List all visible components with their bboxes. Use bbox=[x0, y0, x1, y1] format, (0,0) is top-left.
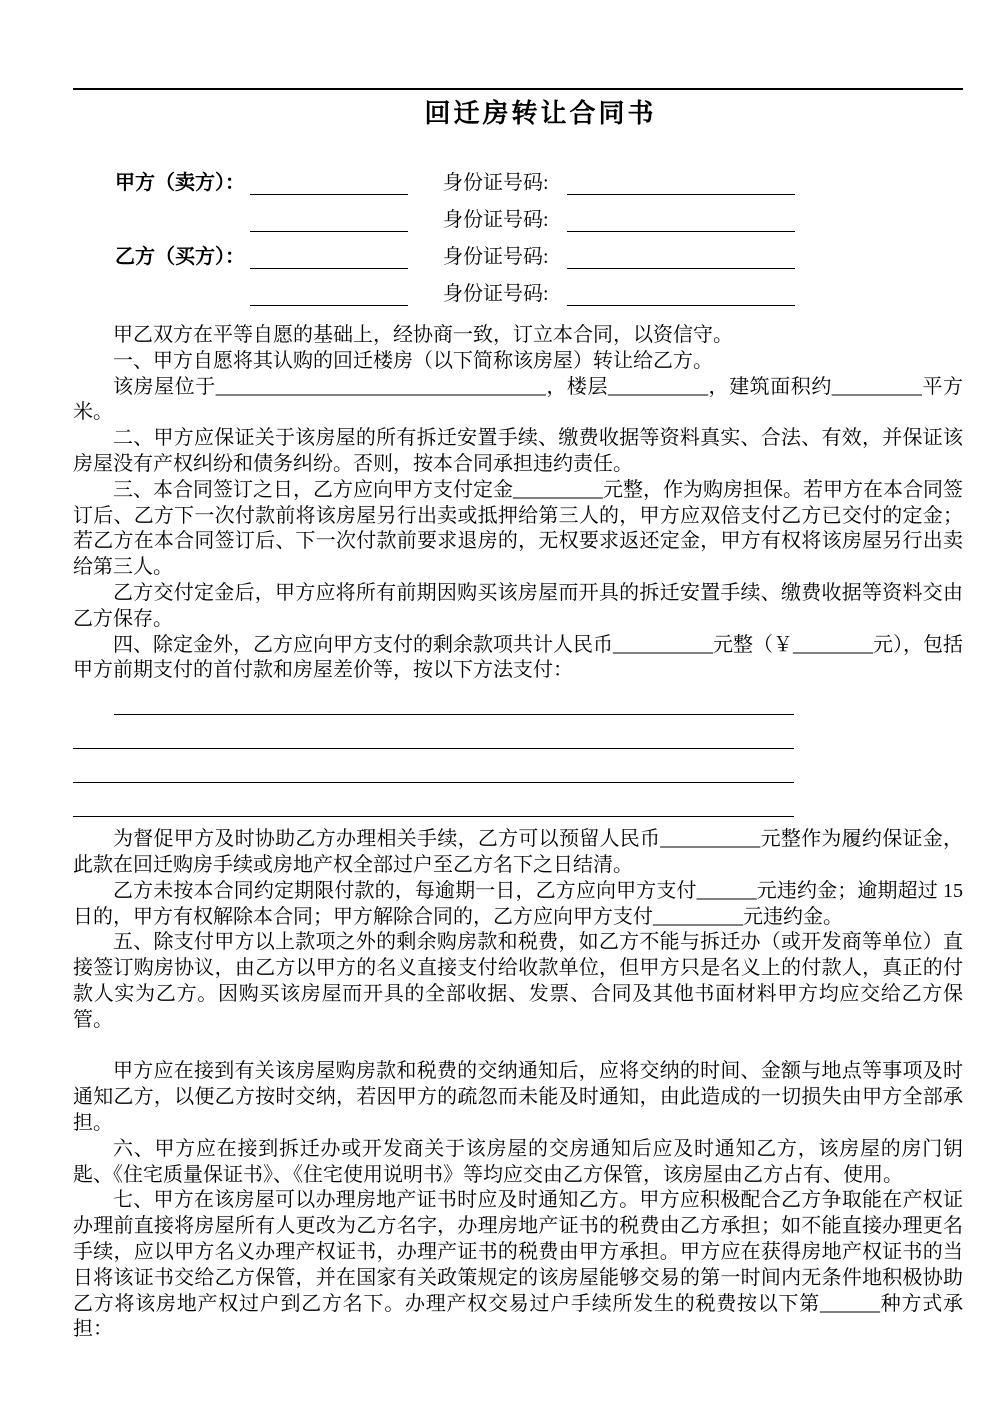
payment-write-line-4[interactable] bbox=[73, 783, 794, 817]
clause-2: 二、甲方应保证关于该房屋的所有拆迁安置手续、缴费收据等资料真实、合法、有效，并保证该房屋没有产权纠纷和债务纠纷。否则，按本合同承担违约责任。 bbox=[73, 427, 963, 475]
party-a-id-label: 身份证号码: bbox=[443, 172, 549, 194]
payment-write-line-2[interactable] bbox=[73, 715, 794, 749]
party-b-extra-name-blank[interactable] bbox=[250, 279, 408, 306]
party-a-extra-name-blank[interactable] bbox=[250, 205, 408, 232]
clause-6: 六、甲方应在接到拆迁办或开发商关于该房屋的交房通知后应及时通知乙方，该房屋的房门钥匙、《住宅质量保证书》、《住宅使用说明书》等均应交由乙方保管，该房屋由乙方占有、使用。 bbox=[73, 1137, 963, 1186]
clause-5: 五、除支付甲方以上款项之外的剩余购房款和税费，如乙方不能与拆迁办（或开发商等单位）直接签订购房协议，由乙方以甲方的名义直接支付给收款单位，但甲方只是名义上的付款人，真正的付款人实为乙方。因购买该房屋而开具的全部收据、发票、合同及其他书面材料甲方均应交给乙方保管。 bbox=[73, 931, 963, 1031]
party-a-name-blank[interactable] bbox=[250, 168, 408, 195]
party-a-extra-id-blank[interactable] bbox=[567, 205, 795, 232]
clause-4: 四、除定金外，乙方应向甲方支付的剩余款项共计人民币__________元整（￥________元），包括甲方前期支付的首付款和房屋差价等，按以下方法支付： bbox=[73, 633, 963, 682]
header-rule bbox=[73, 88, 963, 90]
clause-3-deposit-handover: 乙方交付定金后，甲方应将所有前期因购买该房屋而开具的拆迁安置手续、缴费收据等资料交由乙方保存。 bbox=[73, 581, 963, 630]
party-b-id-label: 身份证号码: bbox=[443, 246, 549, 268]
party-a-label: 甲方（卖方）： bbox=[115, 172, 245, 194]
payment-method-write-area bbox=[73, 684, 963, 817]
party-a-row bbox=[115, 158, 963, 195]
clause-4-late-penalty: 乙方未按本合同约定期限付款的，每逾期一日，乙方应向甲方支付______元违约金；逾期超过 15 日的，甲方有权解除本合同；甲方解除合同的，乙方应向甲方支付_________元违约金。 bbox=[73, 879, 963, 928]
party-a-extra-row bbox=[115, 195, 963, 232]
document-title: 回迁房转让合同书 bbox=[424, 99, 657, 128]
contract-body bbox=[73, 323, 963, 1343]
parties-block bbox=[73, 158, 963, 306]
para-intro: 甲乙双方在平等自愿的基础上，经协商一致，订立本合同，以资信守。 bbox=[113, 324, 733, 346]
party-b-label: 乙方（买方）： bbox=[115, 246, 245, 268]
party-b-name-blank[interactable] bbox=[250, 242, 408, 269]
party-a-extra-id-label: 身份证号码: bbox=[443, 209, 549, 231]
clause-1: 一、甲方自愿将其认购的回迁楼房（以下简称该房屋）转让给乙方。 bbox=[113, 349, 713, 372]
clause-5-payment-notice: 甲方应在接到有关该房屋购房款和税费的交纳通知后，应将交纳的时间、金额与地点等事项及时通知乙方，以便乙方按时交纳，若因甲方的疏忽而未能及时通知，由此造成的一切损失由甲方全部承担。 bbox=[73, 1060, 963, 1134]
party-b-extra-id-blank[interactable] bbox=[567, 279, 795, 306]
party-b-extra-row bbox=[115, 269, 963, 306]
party-b-row bbox=[115, 232, 963, 269]
clause-4-guarantee-deposit: 为督促甲方及时协助乙方办理相关手续，乙方可以预留人民币__________元整作为履约保证金，此款在回迁购房手续或房地产权全部过户至乙方名下之日结清。 bbox=[73, 828, 963, 876]
party-a-id-blank[interactable] bbox=[567, 168, 795, 195]
payment-write-line-3[interactable] bbox=[73, 749, 794, 783]
party-b-extra-id-label: 身份证号码: bbox=[443, 283, 549, 305]
clause-3: 三、本合同签订之日，乙方应向甲方支付定金_________元整，作为购房担保。若甲方在本合同签订后、乙方下一次付款前将该房屋另行出卖或抵押给第三人的，甲方应双倍支付乙方已交付的定金；若乙方在本合同签订后、下一次付款前要求退房的，无权要求返还定金，甲方有权将该房屋另行出卖给第三人。 bbox=[73, 478, 963, 579]
party-b-id-blank[interactable] bbox=[567, 242, 795, 269]
payment-write-line-1[interactable] bbox=[114, 684, 794, 715]
clause-1-location: 该房屋位于_________________________________，楼层__________，建筑面积约_________平方米。 bbox=[73, 375, 963, 424]
clause-7: 七、甲方在该房屋可以办理房地产证书时应及时通知乙方。甲方应积极配合乙方争取能在产权证办理前直接将房屋所有人更改为乙方名字，办理房地产证书的税费由乙方承担；如不能直接办理更名手续，应以甲方名义办理产权证书，办理产证书的税费由甲方承担。甲方应在获得房地产权证书的当日将该证书交给乙方保管，并在国家有关政策规定的该房屋能够交易的第一时间内无条件地积极协助乙方将该房地产权过户到乙方名下。办理产权交易过户手续所发生的税费按以下第______种方式承担： bbox=[73, 1189, 963, 1341]
